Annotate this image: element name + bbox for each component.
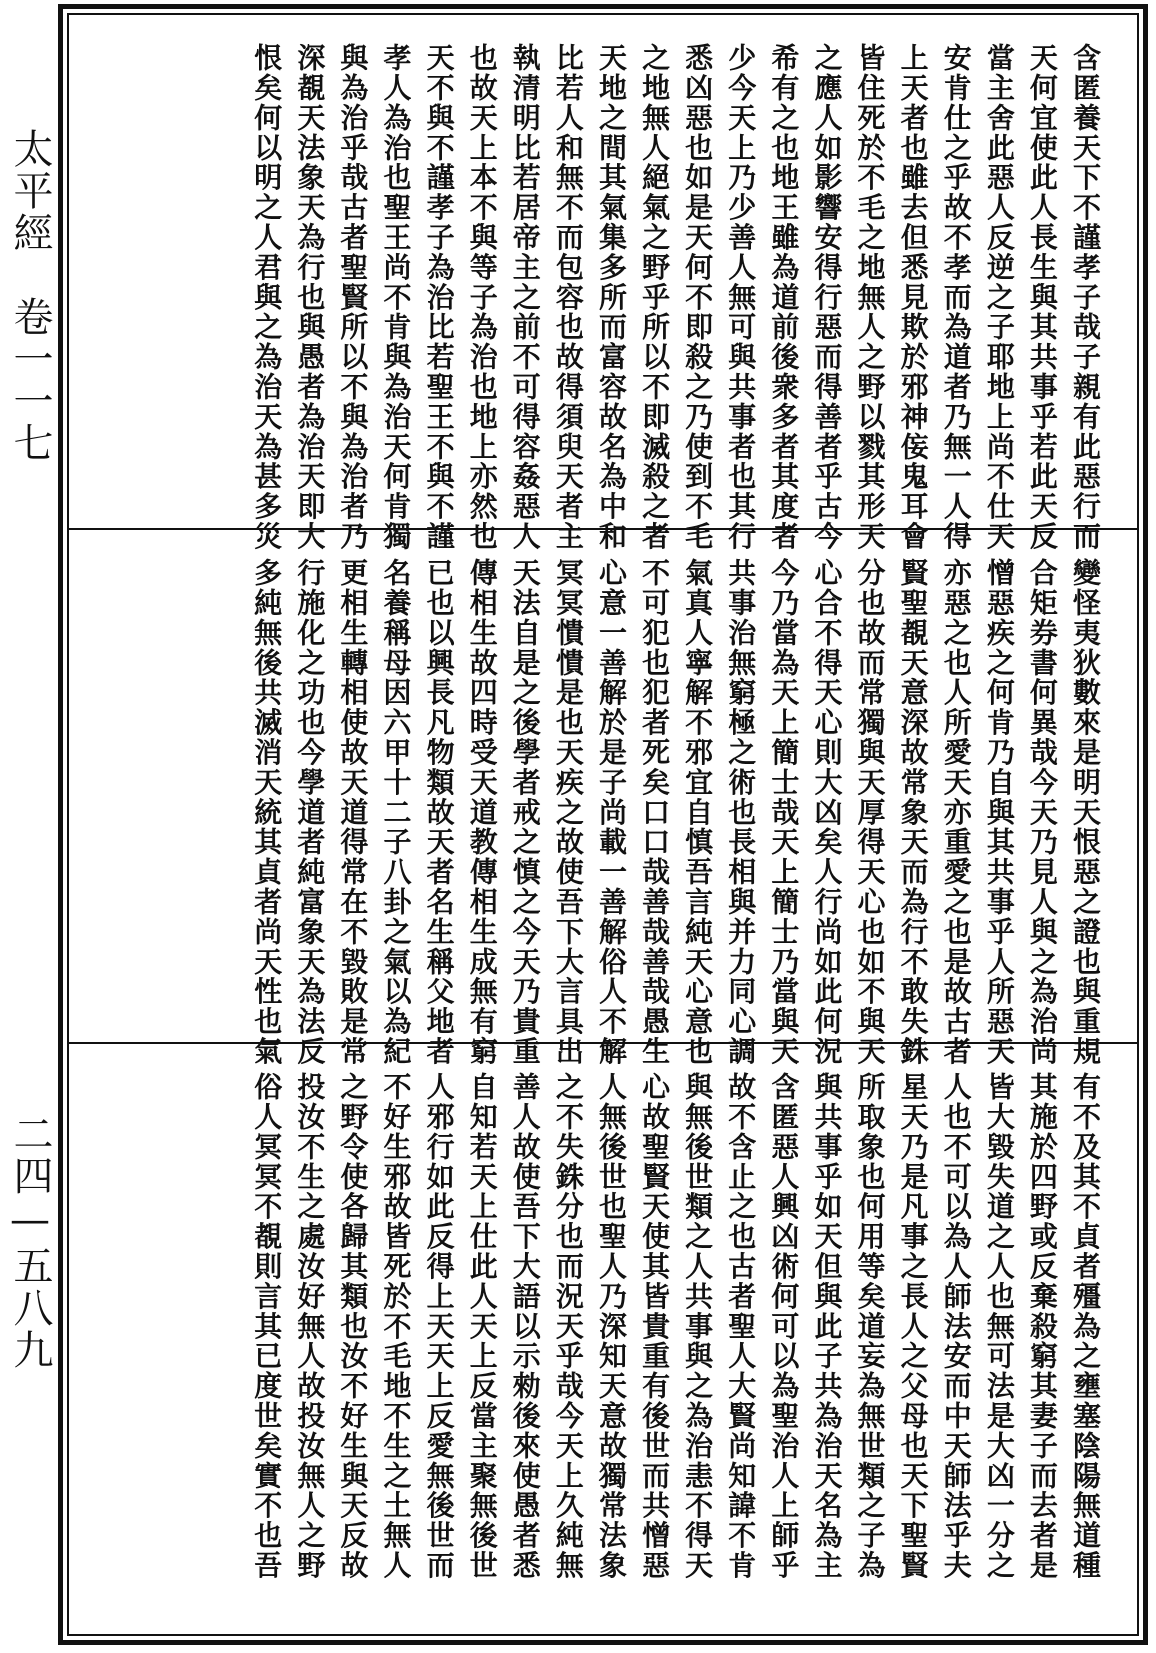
page-frame — [58, 4, 1148, 1645]
page-frame-inner — [67, 13, 1139, 1636]
page-header-margin: 太平經 卷一一七 — [7, 128, 53, 464]
panel-text: 變怪夷狄數來是明天恨惡之證也與重規 合矩券書何異哉今天乃見人與之為治尚 憎惡疾之何肯乃自與其共事乎人所惡天 亦惡之也人所愛天亦重愛之也是故古者 賢聖覩天意深故常象天而為行不敢失銖 分也故而常獨與天厚得天心也如不與天 心合不得天心則大凶矣人行尚如此何況 今乃當為天上簡士哉天上簡士乃當與天 共事治無窮極之術也長相與并力同心調 氣真人寧解不邪宜自慎吾言純天心意也 不可犯也犯者死矣口口哉善哉善哉愚生 心意一善解於是子尚載一善解俗人不解 冥冥憒憒是也天疾之故使吾下大言具出 天法自是之後學者戒之慎之今天乃貴重 傳相生故四時受天道教傳相生成無有窮 已也以興長凡物類故天者名生稱父地者 名養稱母因六甲十二子八卦之氣以為紀 更相生轉相使故天道得常在不毀敗是常 行施化之功也今學道者純富象天為法反 多純無後共滅消天統其貞者尚天性也氣 — [250, 558, 1102, 1067]
page-number-margin: 二四—五八九 — [7, 1113, 53, 1371]
panel-text: 有不及其不貞者殭為之壅塞陰陽無道種 其施於四野或反棄殺窮其妻子而去者是 皆大毀失道之人也無可法是大凶一分之 人也不可以為人師法安而中天師法乎夫 星天乃是凡事之長人之父母也天下聖賢 所取象也何用等矣道妄為無世類之子為 與共事乎如天但與此子共為治天名為主 含匿惡人興凶術何可以為聖治人上師乎 故不含止之也古者聖人大賢尚知諱不肯 與無後世類之人共事與之為治恚不得天 心故聖賢天使其皆貴重有後世而共憎惡 人無後世也聖人乃深知天意故獨常法象 之不失銖分也而況天乎哉今天上久純無 善人故使吾下大語以示勑後來使愚者悉 自知若天上仕此人天上反當主聚無後世 人邪行如此反得上天天上反愛無後世而 不好生邪故皆死於不毛地不生之土無人 之野令使各歸其類也汝不好生與天反故 投汝不生之處汝好無人故投汝無人之野 俗人冥冥不覩則言其已度世矣實不也吾 — [250, 1072, 1102, 1581]
panel-text: 含匿養天下不謹孝子哉子親有此惡行而 天何宜使此人長生與其共事乎若此天反 當主舍此惡人反逆之子耶地上尚不仕天 安肯仕之乎故不孝而為道者乃無一人得 上天者也雖去但悉見欺於邪神侫鬼耳會 皆住死於不毛之地無人之野以戮其形天 之應人如影響安得行惡而得善者乎古今 希有之也地王雖為道前後衆多者其度者 少今天上乃少善人無可與共事者也其行 悉凶惡也如是天何不即殺之乃使到不毛 之地無人絕氣之野乎所以不即滅殺之者 天地之間其氣集多所而富容故名為中和 比若人和無不而包容也故得須臾天者主 執清明比若居帝主之前不可得容姦惡人 也故天上本不與等子為治也地上亦然也 天不與不謹孝子為治比若聖王不與不謹 孝人為治也聖王尚不肯與為治天何肯獨 與為治乎哉古者聖賢所以不與為治者乃 深覩天法象天為行也與愚者為治天即大 恨矣何以明之人君與之為治天為甚多災 — [250, 43, 1102, 552]
text-panel-middle — [69, 528, 1137, 1067]
text-panel-top — [69, 15, 1137, 552]
text-panel-bottom — [69, 1042, 1137, 1581]
